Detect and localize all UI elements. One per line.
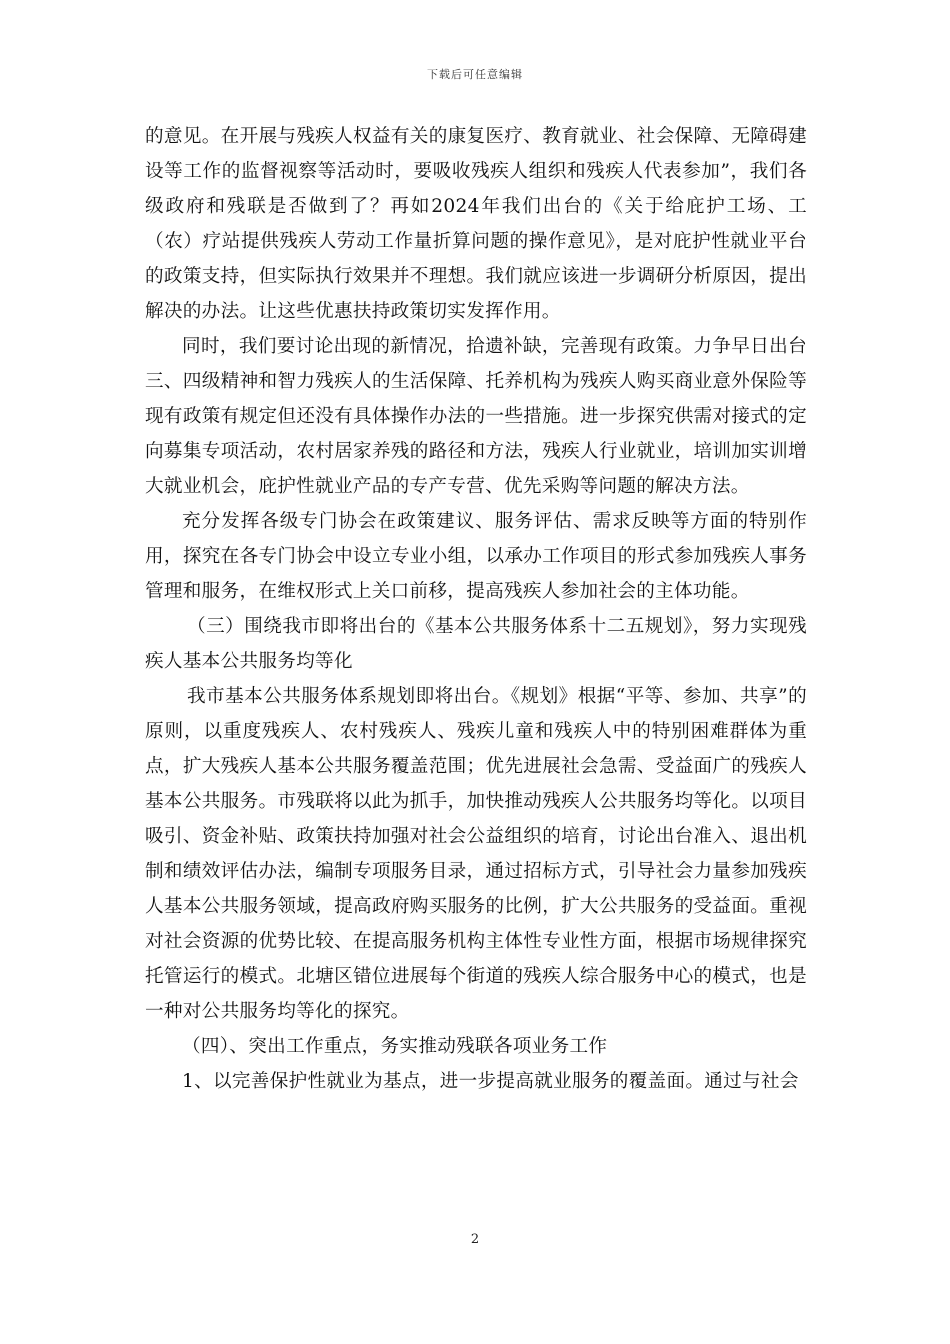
section-heading-4: （四）、突出工作重点，务实推动残联各项业务工作: [182, 1036, 608, 1057]
paragraph-special-associations: 充分发挥各级专门协会在政策建议、服务评估、需求反映等方面的特别作用，探究在各专门协会中设立专业小组，以承办工作项目的形式参加残疾人事务管理和服务，在维权形式上关口前移，提高残疾人参加社会的主体功能。: [145, 511, 807, 602]
document-body: [145, 119, 807, 1099]
paragraph-continuation: 的意见。在开展与残疾人权益有关的康复医疗、教育就业、社会保障、无障碍建设等工作的监督视察等活动时，要吸收残疾人组织和残疾人代表参加”，我们各级政府和残联是否做到了？再如2024年我们出台的《关于给庇护工场、工（农）疗站提供残疾人劳动工作量折算问题的操作意见》，是对庇护性就业平台的政策支持，但实际执行效果并不理想。我们就应该进一步调研分析原因，提出解决的办法。让这些优惠扶持政策切实发挥作用。: [145, 126, 807, 322]
section-heading-3: （三）围绕我市即将出台的《基本公共服务体系十二五规划》，努力实现残疾人基本公共服务均等化: [145, 616, 807, 672]
page-number: 2: [470, 1232, 480, 1247]
paragraph-new-situations: 同时，我们要讨论出现的新情况，拾遗补缺，完善现有政策。力争早日出台三、四级精神和智力残疾人的生活保障、托养机构为残疾人购买商业意外保险等现有政策有规定但还没有具体操作办法的一些措施。进一步探究供需对接式的定向募集专项活动，农村居家养残的路径和方法，残疾人行业就业，培训加实训增大就业机会，庇护性就业产品的专产专营、优先采购等问题的解决方法。: [145, 336, 807, 497]
paragraph-item-1: 1、以完善保护性就业为基点，进一步提高就业服务的覆盖面。通过与社会: [182, 1071, 799, 1092]
paragraph-public-service-plan: 我市基本公共服务体系规划即将出台。《规划》根据“平等、参加、共享”的原则，以重度残疾人、农村残疾人、残疾儿童和残疾人中的特别困难群体为重点，扩大残疾人基本公共服务覆盖范围；优先进展社会急需、受益面广的残疾人基本公共服务。市残联将以此为抓手，加快推动残疾人公共服务均等化。以项目吸引、资金补贴、政策扶持加强对社会公益组织的培育，讨论出台准入、退出机制和绩效评估办法，编制专项服务目录，通过招标方式，引导社会力量参加残疾人基本公共服务领域，提高政府购买服务的比例，扩大公共服务的受益面。重视对社会资源的优势比较、在提高服务机构主体性专业性方面，根据市场规律探究托管运行的模式。北塘区错位进展每个街道的残疾人综合服务中心的模式，也是一种对公共服务均等化的探究。: [145, 686, 807, 1022]
page-header: 下载后可任意编辑: [427, 68, 523, 81]
